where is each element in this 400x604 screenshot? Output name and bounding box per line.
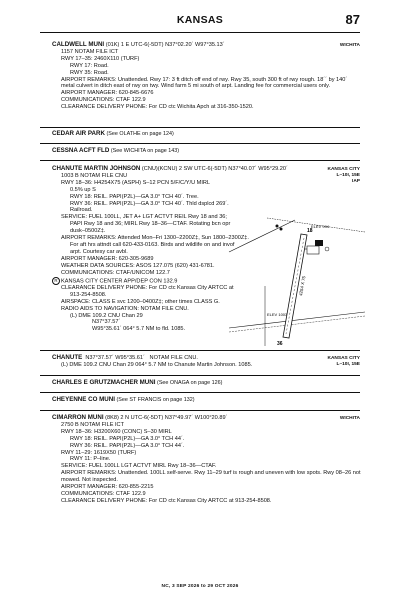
gruetzmacher-see: (See ONAGA on page 126) (157, 380, 223, 386)
chanute-radio: RADIO AIDS TO NAVIGATION: NOTAM FILE CNU. (61, 305, 189, 312)
cheyenne-see: (See ST FRANCIS on page 132) (116, 397, 195, 403)
hangar (315, 240, 323, 246)
cimarron-rwy-1836: RWY 18–36: H3200X60 (CONC) S–30 MIRL (61, 428, 172, 435)
chanute-comms: COMMUNICATIONS: CTAF/UNICOM 122.7 (61, 269, 170, 276)
chanute-navaid-coords: N37°37.57´ W95°35.61´ (85, 355, 145, 361)
cessna-name: CESSNA ACFT FLD (52, 147, 110, 154)
chanute-remarks: AIRPORT REMARKS: Attended Mon–Fri 1300–2200Z‡, Sun 1800–2300Z‡. (61, 235, 249, 242)
rwy-end-18: 18 (307, 228, 313, 234)
chanute-chart: KANSAS CITY (327, 167, 360, 172)
chanute-remarks-c: arpt. Courtesy car avbl. (70, 248, 128, 255)
cimarron-clearance: CLEARANCE DELIVERY PHONE: For CD ctc Kansas City ARTCC at 913-254-8508. (61, 497, 272, 504)
chanute-rwy36-b: Railroad. (70, 207, 93, 214)
cimarron-entry (52, 415, 362, 505)
cheyenne-entry (52, 397, 362, 404)
chanute-weather: WEATHER DATA SOURCES: ASOS 127.075 (620) 431-6781. (61, 262, 215, 269)
gruetzmacher-name: CHARLES E GRUTZMACHER MUNI (52, 379, 156, 386)
cedar-entry (52, 131, 362, 138)
divider (40, 143, 360, 144)
chanute-rwy-1836: RWY 18–36: H4254X75 (ASPH) S–12 PCN 5/F/C/Y/U MIRL (61, 179, 211, 186)
caldwell-rwy-1735: RWY 17–35: 2460X110 (TURF) (61, 55, 140, 62)
chanute-rwy18: RWY 18: REIL. PAPI(P2L)—GA 3.0° TCH 40´. Tree. (70, 193, 199, 200)
chanute-elev: 1003 B NOTAM FILE CNU (61, 172, 128, 179)
caldwell-name: CALDWELL MUNI (52, 41, 105, 48)
road-line (229, 220, 295, 252)
chanute-navaid-dme: (L) DME 109.2 CNU Chan 29 064° 5.7 NM to Chanute Martin Johnson. 1085. (61, 361, 253, 368)
caldwell-comms: COMMUNICATIONS: CTAF 122.9 (61, 97, 146, 104)
cimarron-service: SERVICE: FUEL 100LL LGT ACTVT MIRL Rwy 18–36—CTAF. (61, 463, 217, 470)
caldwell-rwy35: RWY 35: Road. (70, 69, 109, 76)
chanute-airspace: AIRSPACE: CLASS E svc 1200–0400Z‡; other times CLASS G. (61, 298, 220, 305)
chanute-dme-lat: N37°37.57´ (92, 319, 121, 326)
apron (307, 246, 319, 254)
rwy-length-label: 4254 X 75 (298, 275, 307, 297)
divider (40, 375, 360, 376)
chanute-dme: (L) DME 109.2 CNU Chan 29 (70, 312, 143, 319)
caldwell-remarks: AIRPORT REMARKS: Unattended. Rwy 17: 3 ft ditch off end of rwy. Rwy 35, south 300 ft of rwy rough. 18´´ by 140´ metal culvert in ditch east of rwy on twy. Wind farm 5 mi south of arpt. Landing fee for commercial users only. (61, 76, 348, 90)
cessna-see: (See WICHITA on page 143) (110, 148, 180, 154)
elev-bottom-label: ELEV 1003 (267, 312, 288, 317)
caldwell-manager: AIRPORT MANAGER: 620-845-6676 (61, 90, 154, 97)
road-line (229, 316, 365, 332)
cimarron-rwy-1129: RWY 11–29: 1619X50 (TURF) (61, 449, 137, 456)
cimarron-rwy11: RWY 11: P–line. (70, 456, 111, 463)
cedar-see: (See OLATHE on page 124) (106, 131, 174, 137)
cimarron-rwy18: RWY 18: REIL. PAPI(P2L)—GA 3.0° TCH 44´. (70, 435, 185, 442)
divider (40, 410, 360, 411)
chanute-navaid-notam: NOTAM FILE CNU. (149, 355, 198, 361)
divider (40, 127, 360, 128)
cimarron-name: CIMARRON MUNI (52, 414, 104, 421)
radar-icon: R (52, 277, 60, 285)
chanute-navaid-entry (52, 355, 362, 369)
caldwell-rwy17: RWY 17: Road. (70, 62, 109, 69)
divider (40, 350, 360, 351)
chanute-iap: IAP (352, 179, 360, 184)
divider (40, 160, 360, 161)
railroad-line (229, 312, 365, 328)
cimarron-comms: COMMUNICATIONS: CTAF 122.9 (61, 490, 146, 497)
chanute-remarks-b: For aft hrs attndt call 620-433-0163. Birds and wildlife on and invof (70, 241, 235, 248)
state-title: KANSAS (176, 14, 224, 26)
chanute-clearance: CLEARANCE DELIVERY PHONE: For CD ctc Kansas City ARTCC at (61, 284, 234, 291)
cimarron-elev: 2750 B NOTAM FILE ICT (61, 421, 124, 428)
chanute-rwy-1836-slope: 0.5% up S (70, 186, 96, 193)
chanute-center: KANSAS CITY CENTER APP/DEP CON 132.9 (61, 277, 178, 284)
chanute-navaid-chart: KANSAS CITY (327, 356, 360, 361)
caldwell-clearance: CLEARANCE DELIVERY PHONE: For CD ctc Wichita Apch at 316-350-1520. (61, 104, 254, 111)
cheyenne-name: CHEYENNE CO MUNI (52, 396, 115, 403)
cimarron-remarks: AIRPORT REMARKS: Unattended. 100LL self-serve. Rwy 11–29 turf is rough and uneven with low spots. Rwy 08–26 not mowed. Not inspected. (61, 470, 361, 484)
page-header (40, 14, 360, 30)
divider (40, 392, 360, 393)
caldwell-elev: 1157 NOTAM FILE ICT (61, 48, 119, 55)
gruetzmacher-entry (52, 380, 362, 387)
caldwell-id-line: (01K) 1 E UTC-6(-5DT) N37°02.20´ W97°35.13´ (105, 42, 225, 48)
chanute-service-b: PAPI Rwy 18 and 36; MIRL Rwy 18–36—CTAF. Rotating bcn opr (70, 221, 231, 228)
cedar-name: CEDAR AIR PARK (52, 130, 105, 137)
tree-icon (276, 225, 279, 228)
chanute-service-c: dusk–0500Z‡. (70, 228, 106, 235)
chanute-name: CHANUTE MARTIN JOHNSON (52, 165, 141, 172)
cimarron-manager: AIRPORT MANAGER: 620-855-2215 (61, 484, 154, 491)
chanute-manager: AIRPORT MANAGER: 620-305-9689 (61, 255, 154, 262)
chanute-chart-codes: L–10I, 15E (336, 173, 360, 178)
chanute-clearance-b: 913-254-8508. (70, 291, 107, 298)
elev-top-label: ELEV 994 (311, 224, 330, 229)
cimarron-id-line: (8K8) 2 N UTC-6(-5DT) N37°49.97´ W100°20.89´ (105, 415, 228, 421)
chanute-navaid-name: CHANUTE (52, 354, 83, 361)
caldwell-chart: WICHITA (339, 43, 360, 48)
airport-diagram (227, 216, 367, 348)
chanute-dme-c: W95°35.61´ 064° 5.7 NM to fld. 1085. (92, 326, 186, 333)
cessna-entry (52, 148, 362, 155)
page-number: 87 (345, 12, 360, 27)
effective-dates: NC, 3 SEP 2026 to 29 OCT 2026 (161, 584, 239, 589)
cimarron-chart: WICHITA (339, 416, 360, 421)
chanute-navaid-chart-codes: L–10I, 15E (336, 362, 360, 367)
cimarron-rwy36: RWY 36: REIL. PAPI(P2L)—GA 3.0° TCH 44´. (70, 442, 185, 449)
chanute-service: SERVICE: FUEL 100LL, JET A+ LGT ACTVT REIL Rwy 18 and 36; (61, 214, 227, 221)
header-rule (40, 32, 360, 33)
chanute-id-line: (CNU)(KCNU) 2 SW UTC-6(-5DT) N37°40.07´ W95°29.20´ (141, 166, 288, 172)
caldwell-entry (52, 42, 362, 111)
rwy-end-36: 36 (277, 341, 283, 347)
beacon-icon (325, 247, 329, 251)
chanute-rwy36: RWY 36: REIL. PAPI(P2L)—GA 3.0° TCH 40´. Thld dsplcd 269´. (70, 200, 229, 207)
tree-icon (280, 228, 283, 231)
